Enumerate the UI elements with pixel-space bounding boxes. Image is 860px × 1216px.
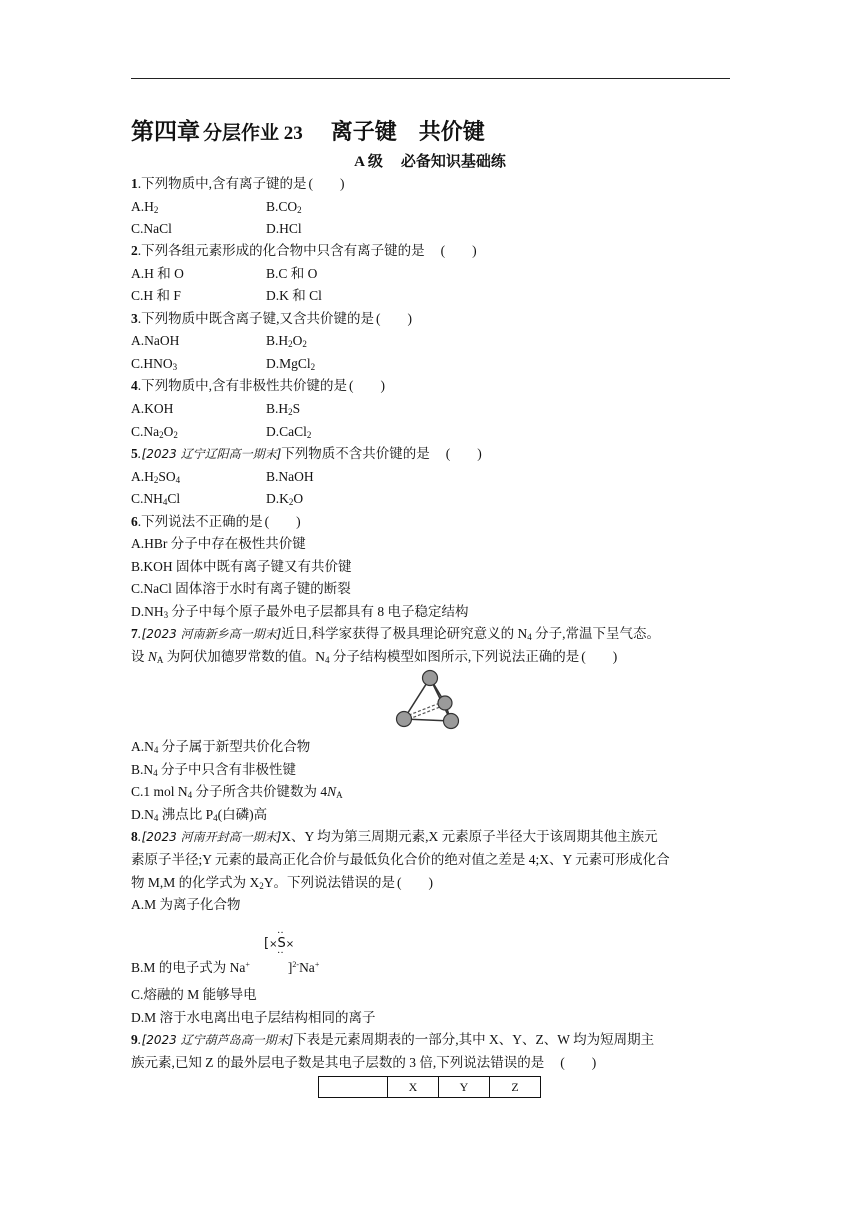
page-title [131, 113, 485, 146]
question-number: 1 [131, 176, 138, 191]
subscript: 4 [153, 813, 159, 823]
q6-option-d [131, 603, 469, 624]
atom [444, 714, 459, 729]
question-stem: 分子结构模型如图所示,下列说法正确的是 [329, 649, 580, 664]
question-4 [131, 377, 387, 395]
question-number: 3 [131, 311, 138, 326]
subscript: 2 [302, 339, 307, 349]
option-d [266, 423, 311, 444]
option-text: 分子中只含有非极性键 [157, 762, 297, 777]
q3-options-row1 [131, 332, 307, 350]
option-text: O [163, 424, 174, 439]
table-cell: X [388, 1077, 439, 1098]
subscript: 2 [153, 205, 159, 215]
subscript: 2 [288, 497, 294, 507]
subscript: 4 [153, 745, 159, 755]
option-a: A.NaOH [131, 333, 180, 348]
header-rule [131, 78, 730, 79]
question-number: 6 [131, 514, 138, 529]
option-text: SO [158, 469, 176, 484]
question-6 [131, 513, 303, 531]
question-2 [131, 242, 479, 260]
question-stem: .下列物质中,含有离子键的是 [137, 176, 307, 191]
subscript: 2 [288, 339, 293, 349]
q7-option-b [131, 761, 296, 782]
question-stem: 近日,科学家获得了极具理论研究意义的 N [281, 626, 528, 641]
question-stem: Y。下列说法错误的是 [263, 875, 396, 890]
topic-covalent-bond: 共价键 [418, 119, 485, 144]
option-text: B.H [266, 401, 289, 416]
electron-formula-line [131, 956, 319, 976]
option-b [266, 198, 302, 219]
subscript: A [336, 790, 343, 800]
n4-molecule-diagram [394, 668, 464, 734]
option-text: 分子属于新型共价化合物 [158, 739, 311, 754]
superscript: + [314, 960, 320, 969]
answer-blank: ( ) [264, 514, 301, 529]
question-7 [131, 625, 660, 646]
q5-options-row2 [131, 490, 304, 511]
option-text: Cl [167, 491, 181, 506]
question-stem: .下列物质中既含离子键,又含共价键的是 [137, 311, 374, 326]
option-text: B.CO [266, 199, 298, 214]
subscript: 2 [173, 430, 178, 440]
answer-blank: ( ) [397, 875, 434, 890]
option-text: D.K [266, 491, 289, 506]
subscript: 2 [310, 362, 316, 372]
chapter-label: 第四章 [131, 119, 200, 144]
question-number: 2 [131, 243, 138, 258]
subscript: 2 [297, 205, 302, 215]
option-text: 分子中每个原子最外电子层都具有 8 电子稳定结构 [168, 604, 469, 619]
q8-option-a: A.M 为离子化合物 [131, 897, 241, 912]
question-stem: 下列物质不含共价键的是 [281, 446, 430, 461]
answer-blank: ( ) [560, 1055, 597, 1070]
electron-dots-bottom: ·· [277, 948, 284, 959]
option-text: B.H [266, 333, 289, 348]
subscript: 4 [162, 497, 168, 507]
superscript: 2- [292, 960, 300, 969]
question-source: .[2023 辽宁葫芦岛高一期末] [137, 1033, 294, 1047]
subscript: 4 [213, 813, 218, 823]
question-stem: .下列各组元素形成的化合物中只含有离子键的是 [137, 243, 425, 258]
q5-options-row1 [131, 468, 314, 489]
option-c: C.H 和 F [131, 288, 181, 303]
q8-option-c: C.熔融的 M 能够导电 [131, 987, 257, 1002]
question-stem: 分子,常温下呈气态。 [531, 626, 661, 641]
subscript: 2 [306, 430, 312, 440]
option-a: A.KOH [131, 401, 174, 416]
q3-options-row2 [131, 355, 316, 376]
electron-dots-top: ·· [277, 928, 284, 939]
table-row [319, 1077, 541, 1098]
subscript: 4 [175, 475, 181, 485]
q8-option-d: D.M 溶于水电离出电子层结构相同的离子 [131, 1010, 376, 1025]
option-c: C.NH [131, 491, 163, 506]
question-stem: X、Y 均为第三周期元素,X 元素原子半径大于该周期其他主族元 [281, 829, 658, 844]
question-8 [131, 828, 658, 846]
question-source: .[2023 辽宁辽阳高一期末] [137, 447, 282, 461]
periodic-table-fragment [318, 1076, 541, 1098]
q6-option-a: A.HBr 分子中存在极性共价键 [131, 536, 306, 551]
option-d: D.K 和 Cl [266, 288, 322, 303]
q7-option-c [131, 783, 343, 804]
question-9-line2 [131, 1054, 598, 1072]
option-d [266, 355, 315, 376]
question-number: 7 [131, 626, 138, 641]
option-d [266, 490, 303, 511]
question-8-line3 [131, 874, 435, 895]
question-stem: .下列物质中,含有非极性共价键的是 [137, 378, 347, 393]
question-8-line2: 素原子半径;Y 元素的最高正化合价与最低负化合价的绝对值之差是 4;X、Y 元素可形成化合 [131, 852, 670, 867]
table-cell: Y [439, 1077, 490, 1098]
subscript: 2 [153, 475, 159, 485]
question-source: .[2023 河南开封高一期末] [137, 830, 282, 844]
question-stem: 为阿伏加德罗常数的值。N [163, 649, 326, 664]
assignment-label: 分层作业 23 [203, 123, 303, 144]
bracket-open: [ [264, 936, 270, 951]
option-text: B.M 的电子式为 Na [131, 960, 246, 975]
subscript: 3 [172, 362, 178, 372]
option-a: A.H 和 O [131, 266, 184, 281]
option-text: O [293, 491, 304, 506]
q1-options-row2 [131, 220, 302, 238]
question-5 [131, 445, 484, 463]
option-a: A.H [131, 199, 154, 214]
option-text: O [292, 333, 303, 348]
option-text: 沸点比 P [158, 807, 214, 822]
answer-blank: ( ) [349, 378, 385, 393]
q2-options-row2 [131, 287, 322, 305]
q6-option-b: B.KOH 固体中既有离子键又有共价键 [131, 559, 352, 574]
answer-blank: ( ) [308, 176, 345, 191]
bracket-close: ] [287, 960, 293, 975]
subscript: 2 [259, 881, 264, 891]
level-heading [0, 150, 860, 171]
option-text: S [292, 401, 301, 416]
question-stem: 下表是元素周期表的一部分,其中 X、Y、Z、W 均为短周期主 [293, 1032, 655, 1047]
question-3 [131, 310, 414, 328]
question-1 [131, 175, 347, 193]
subscript: 4 [325, 655, 330, 665]
option-text: D.NH [131, 604, 164, 619]
avogadro-symbol: N [327, 784, 337, 799]
subscript: 4 [153, 768, 158, 778]
question-stem: 物 M,M 的化学式为 X [131, 875, 260, 890]
avogadro-symbol: N [147, 649, 157, 664]
subscript: 2 [159, 430, 164, 440]
option-b [266, 332, 307, 353]
subscript: 3 [163, 610, 169, 620]
q4-options-row2 [131, 423, 312, 444]
subscript: 2 [288, 407, 293, 417]
option-a: A.H [131, 469, 154, 484]
subscript: 4 [187, 790, 193, 800]
answer-blank: ( ) [581, 649, 618, 664]
level-name: 必备知识基础练 [400, 154, 506, 170]
subscript: A [156, 655, 164, 665]
q6-option-c: C.NaCl 固体溶于水时有离子键的断裂 [131, 581, 351, 596]
option-text: Na [299, 960, 315, 975]
question-number: 9 [131, 1032, 138, 1047]
answer-blank: ( ) [445, 446, 482, 461]
topic-ionic-bond: 离子键 [330, 119, 397, 144]
answer-blank: ( ) [376, 311, 412, 326]
electron-cross: × [285, 939, 295, 950]
question-stem: .下列说法不正确的是 [137, 514, 263, 529]
q8-option-b [131, 928, 431, 977]
q2-options-row1 [131, 265, 318, 283]
question-stem: 族元素,已知 Z 的最外层电子数是其电子层数的 3 倍,下列说法错误的是 [131, 1055, 545, 1070]
atom [423, 671, 438, 686]
question-source: .[2023 河南新乡高一期末] [137, 627, 282, 641]
option-text: D.CaCl [266, 424, 307, 439]
option-b: B.NaOH [266, 469, 314, 484]
sulfur-symbol: S [277, 936, 286, 951]
option-text: D.MgCl [266, 356, 311, 371]
question-number: 8 [131, 829, 138, 844]
option-d: D.HCl [266, 221, 302, 236]
level-grade: A 级 [354, 154, 383, 170]
table-cell: Z [490, 1077, 541, 1098]
option-text: C.1 mol N [131, 784, 188, 799]
question-7-line2 [131, 648, 619, 669]
answer-blank: ( ) [440, 243, 477, 258]
question-stem: 设 [131, 649, 148, 664]
q1-options-row1 [131, 198, 302, 219]
question-number: 5 [131, 446, 138, 461]
q4-options-row1 [131, 400, 301, 418]
table-cell [319, 1077, 388, 1098]
q7-option-a [131, 738, 310, 759]
option-text: 分子所含共价键数为 4 [192, 784, 328, 799]
option-text: (白磷)高 [217, 807, 268, 822]
option-text: D.N [131, 807, 154, 822]
option-c: C.Na [131, 424, 160, 439]
option-c: C.HNO [131, 356, 173, 371]
option-text: B.N [131, 762, 154, 777]
option-b: B.C 和 O [266, 266, 318, 281]
superscript: + [245, 960, 250, 969]
option-c: C.NaCl [131, 221, 172, 236]
electron-cross: × [269, 939, 278, 950]
atom [397, 712, 412, 727]
option-text: A.N [131, 739, 154, 754]
question-number: 4 [131, 378, 138, 393]
option-b [266, 400, 300, 421]
atom [438, 696, 452, 710]
subscript: 4 [527, 632, 532, 642]
q7-option-d [131, 806, 267, 827]
question-9 [131, 1031, 654, 1049]
